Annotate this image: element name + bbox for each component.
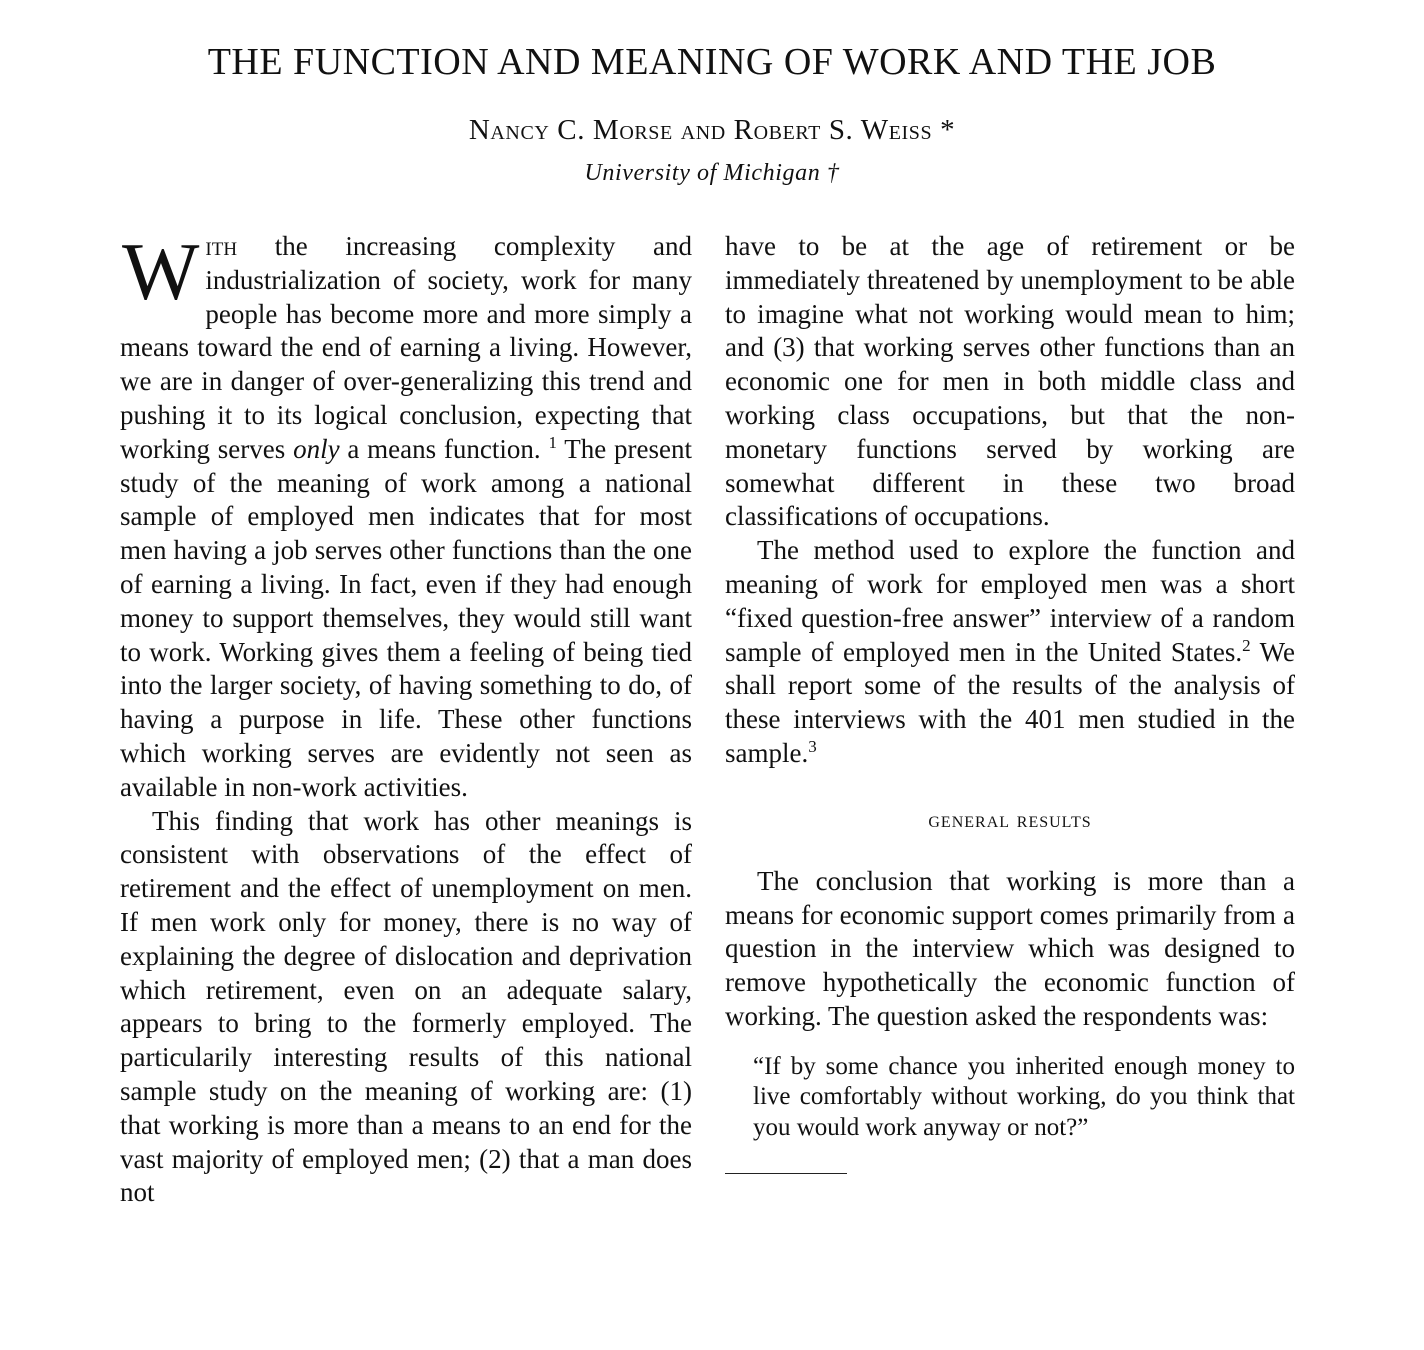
footnote-divider — [725, 1173, 847, 1174]
italic-emphasis: only — [293, 433, 340, 464]
right-paragraph-1: have to be at the age of retirement or be immediately threatened by unemployment to be able to imagine what not working would mean to him; and (3) that working serves other functions than an economic one for men in both middle class and working class occupations, but that the non-monetary functions served by working are somewhat different in these two broad classifications of occupations. — [725, 231, 1295, 532]
affiliation-line: University of Michigan † — [584, 160, 840, 186]
small-caps-lead: ith — [205, 231, 238, 261]
left-paragraph-2: This finding that work has other meanings is consistent with observations of the effect of retirement and the effect of unemployment on men. If men work only for money, there is no way of explaining the degree of dislocation and deprivation which retirement, even on an adequate salary, appears to bring to the formerly employed. The particularily interesting results of this national sample study on the meaning of working are: (1) that working is more than a means to an end for the vast majority of employed men; (2) that a man does not — [120, 805, 692, 1208]
left-column — [120, 226, 692, 1210]
right-paragraph-3: The conclusion that working is more than a means for economic support comes primarily from a question in the interview which was designed to remove hypothetically the economic function of working. The question asked the respondents was: — [725, 865, 1295, 1031]
right-paragraph-2 — [725, 534, 1295, 771]
article-title: THE FUNCTION AND MEANING OF WORK AND THE JOB — [207, 41, 1217, 83]
footnote-ref-3[interactable]: 3 — [808, 736, 817, 756]
left-paragraph-1-text-c: The present study of the meaning of work among a national sample of employed men indicates that for most men having a job serves other functions than the one of earning a living. In fact, even if they had enough money to support themselves, they would still want to work. Working gives them a feeling of being tied into the larger society, of having something to do, of having a purpose in life. These other functions which working serves are evidently not seen as available in non-work activities. — [120, 433, 692, 802]
author-line: Nancy C. Morse and Robert S. Weiss * — [468, 114, 956, 146]
drop-cap-letter: W — [122, 226, 200, 317]
section-heading-general-results: general results — [928, 806, 1092, 832]
right-paragraph-2-text-b: We shall report some of the results of the analysis of these interviews with the 401 men studied in the sample. — [725, 636, 1295, 768]
left-paragraph-1-text-a: the increasing complexity and industrialization of society, work for many people has become more and more simply a means toward the end of earning a living. However, we are in danger of over-generalizing this trend and pushing it to its logical conclusion, expecting that working serves — [120, 231, 692, 464]
survey-question-quote: “If by some chance you inherited enough money to live comfortably without working, do you think that you would work anyway or not?” — [753, 1052, 1295, 1141]
right-column — [725, 230, 1295, 1174]
left-paragraph-1-text-b: a means function. — [339, 433, 549, 464]
footnote-ref-1[interactable]: 1 — [548, 432, 557, 452]
right-paragraph-2-text-a: The method used to explore the function and meaning of work for employed men was a short “fixed question-free answer” interview of a random sample of employed men in the United States. — [725, 535, 1295, 667]
left-paragraph-1 — [120, 226, 692, 805]
footnote-ref-2[interactable]: 2 — [1242, 635, 1251, 655]
